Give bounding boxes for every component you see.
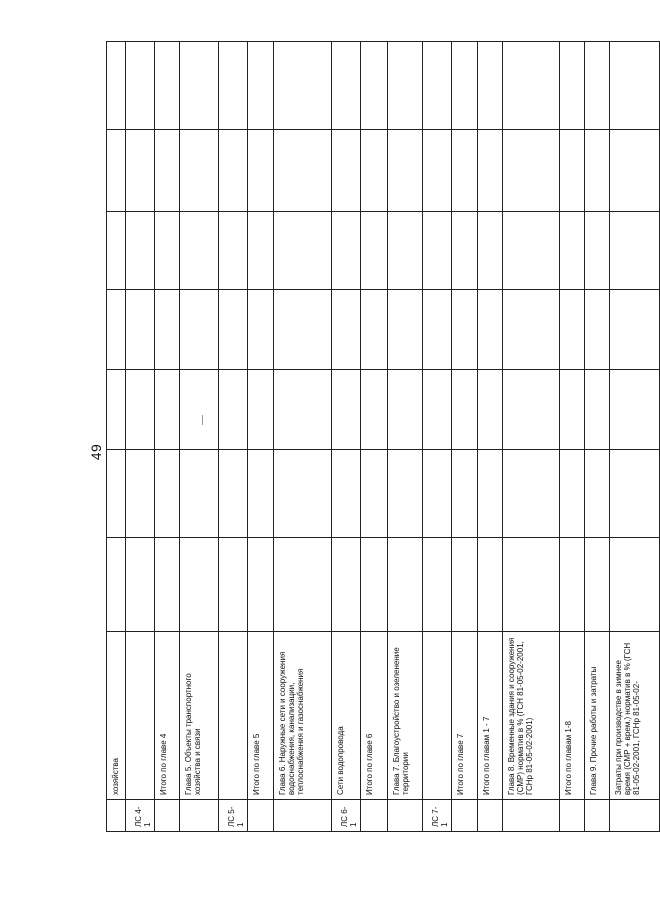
empty-cell <box>248 130 274 212</box>
empty-cell <box>452 538 478 632</box>
empty-cell <box>388 42 423 130</box>
empty-cell <box>478 212 503 290</box>
table-row <box>585 42 610 832</box>
empty-cell <box>274 538 332 632</box>
empty-cell <box>361 212 388 290</box>
empty-cell <box>180 42 219 130</box>
empty-cell <box>332 42 361 130</box>
scan-mark <box>202 415 203 425</box>
empty-cell <box>248 538 274 632</box>
empty-cell <box>107 42 126 130</box>
empty-cell <box>388 370 423 450</box>
empty-cell <box>452 370 478 450</box>
empty-cell <box>219 212 248 290</box>
empty-cell <box>107 450 126 538</box>
empty-cell <box>560 42 585 130</box>
table-body <box>107 42 660 832</box>
empty-cell <box>274 42 332 130</box>
empty-cell <box>388 212 423 290</box>
row-code: ЛС 4-1 <box>126 800 155 832</box>
row-name: Итого по главе 5 <box>248 632 274 800</box>
table-row <box>610 42 660 832</box>
row-name: Итого по главам 1-8 <box>560 632 585 800</box>
empty-cell <box>560 290 585 370</box>
empty-cell <box>332 130 361 212</box>
empty-cell <box>585 538 610 632</box>
row-code <box>107 800 126 832</box>
empty-cell <box>388 450 423 538</box>
page-number: 49 <box>88 443 104 461</box>
table-row <box>478 42 503 832</box>
row-code <box>155 800 180 832</box>
empty-cell <box>248 370 274 450</box>
row-code <box>388 800 423 832</box>
empty-cell <box>610 370 660 450</box>
row-code <box>180 800 219 832</box>
empty-cell <box>107 290 126 370</box>
empty-cell <box>361 450 388 538</box>
row-name: Затраты при производстве в зимнее время (СМР + врем.) норматив в % (ГСН 81-05-02-2001, ГСНр 81-05-02- <box>610 632 660 800</box>
empty-cell <box>423 450 452 538</box>
row-name: Итого по главам 1 - 7 <box>478 632 503 800</box>
empty-cell <box>585 450 610 538</box>
empty-cell <box>126 370 155 450</box>
row-name <box>219 632 248 800</box>
row-code <box>361 800 388 832</box>
empty-cell <box>423 538 452 632</box>
empty-cell <box>361 290 388 370</box>
table-row <box>155 42 180 832</box>
empty-cell <box>155 42 180 130</box>
empty-cell <box>248 290 274 370</box>
empty-cell <box>585 42 610 130</box>
empty-cell <box>585 370 610 450</box>
empty-cell <box>155 370 180 450</box>
estimate-table <box>106 41 660 832</box>
empty-cell <box>180 212 219 290</box>
table-row <box>361 42 388 832</box>
empty-cell <box>478 450 503 538</box>
empty-cell <box>452 450 478 538</box>
empty-cell <box>610 450 660 538</box>
row-name: Глава 5. Объекты транспортного хозяйства и связи <box>180 632 219 800</box>
empty-cell <box>610 42 660 130</box>
empty-cell <box>610 538 660 632</box>
table-row <box>107 42 126 832</box>
empty-cell <box>503 538 560 632</box>
empty-cell <box>423 130 452 212</box>
empty-cell <box>478 130 503 212</box>
row-name: Сети водопровода <box>332 632 361 800</box>
row-code <box>503 800 560 832</box>
empty-cell <box>219 42 248 130</box>
empty-cell <box>155 538 180 632</box>
empty-cell <box>180 370 219 450</box>
empty-cell <box>503 212 560 290</box>
empty-cell <box>126 290 155 370</box>
empty-cell <box>180 290 219 370</box>
empty-cell <box>423 370 452 450</box>
empty-cell <box>503 290 560 370</box>
row-code <box>478 800 503 832</box>
empty-cell <box>332 290 361 370</box>
row-name: Глава 9. Прочие работы и затраты <box>585 632 610 800</box>
empty-cell <box>126 450 155 538</box>
empty-cell <box>452 290 478 370</box>
row-name: Глава 6. Наружные сети и сооружения водоснабжения, канализации, теплоснабжения и газоснабжения <box>274 632 332 800</box>
empty-cell <box>248 212 274 290</box>
row-code: ЛС 5-1 <box>219 800 248 832</box>
empty-cell <box>107 212 126 290</box>
empty-cell <box>388 290 423 370</box>
table-row <box>452 42 478 832</box>
row-code: ЛС 7-1 <box>423 800 452 832</box>
row-name: хозяйства <box>107 632 126 800</box>
empty-cell <box>155 212 180 290</box>
row-name <box>423 632 452 800</box>
row-code <box>560 800 585 832</box>
table-row <box>560 42 585 832</box>
empty-cell <box>361 130 388 212</box>
row-name: Глава 8. Временные здания и сооружения (СМР) норматив в % (ГСН 81-05-02-2001, ГСНр 81-05-02-2001) <box>503 632 560 800</box>
rotated-page-content <box>82 42 641 832</box>
empty-cell <box>274 130 332 212</box>
row-code <box>248 800 274 832</box>
empty-cell <box>248 42 274 130</box>
empty-cell <box>560 450 585 538</box>
empty-cell <box>219 290 248 370</box>
empty-cell <box>219 130 248 212</box>
empty-cell <box>107 130 126 212</box>
empty-cell <box>219 370 248 450</box>
empty-cell <box>423 42 452 130</box>
empty-cell <box>452 130 478 212</box>
empty-cell <box>560 130 585 212</box>
table-row <box>180 42 219 832</box>
empty-cell <box>585 290 610 370</box>
empty-cell <box>361 370 388 450</box>
table-row <box>219 42 248 832</box>
empty-cell <box>610 212 660 290</box>
row-name: Итого по главе 6 <box>361 632 388 800</box>
empty-cell <box>155 130 180 212</box>
empty-cell <box>126 212 155 290</box>
table-row <box>388 42 423 832</box>
empty-cell <box>332 212 361 290</box>
empty-cell <box>452 212 478 290</box>
empty-cell <box>332 370 361 450</box>
table-row <box>274 42 332 832</box>
empty-cell <box>503 370 560 450</box>
empty-cell <box>478 290 503 370</box>
empty-cell <box>560 212 585 290</box>
empty-cell <box>361 538 388 632</box>
empty-cell <box>274 212 332 290</box>
empty-cell <box>274 370 332 450</box>
row-code <box>610 800 660 832</box>
empty-cell <box>610 130 660 212</box>
row-name <box>126 632 155 800</box>
empty-cell <box>478 370 503 450</box>
table-row <box>423 42 452 832</box>
empty-cell <box>585 212 610 290</box>
table-row <box>248 42 274 832</box>
empty-cell <box>107 538 126 632</box>
empty-cell <box>388 130 423 212</box>
empty-cell <box>478 538 503 632</box>
empty-cell <box>180 130 219 212</box>
empty-cell <box>560 370 585 450</box>
row-code <box>452 800 478 832</box>
empty-cell <box>155 290 180 370</box>
empty-cell <box>388 538 423 632</box>
empty-cell <box>503 130 560 212</box>
empty-cell <box>452 42 478 130</box>
empty-cell <box>274 290 332 370</box>
empty-cell <box>503 450 560 538</box>
empty-cell <box>180 538 219 632</box>
empty-cell <box>107 370 126 450</box>
table-row <box>503 42 560 832</box>
row-code: ЛС 6-1 <box>332 800 361 832</box>
empty-cell <box>155 450 180 538</box>
row-name: Итого по главе 4 <box>155 632 180 800</box>
empty-cell <box>332 538 361 632</box>
empty-cell <box>219 450 248 538</box>
empty-cell <box>126 42 155 130</box>
empty-cell <box>585 130 610 212</box>
empty-cell <box>180 450 219 538</box>
empty-cell <box>248 450 274 538</box>
empty-cell <box>560 538 585 632</box>
row-code <box>274 800 332 832</box>
empty-cell <box>126 538 155 632</box>
empty-cell <box>274 450 332 538</box>
empty-cell <box>503 42 560 130</box>
row-name: Итого по главе 7 <box>452 632 478 800</box>
row-name: Глава 7. Благоустройство и озеленение территории <box>388 632 423 800</box>
row-code <box>585 800 610 832</box>
empty-cell <box>219 538 248 632</box>
empty-cell <box>361 42 388 130</box>
empty-cell <box>423 212 452 290</box>
empty-cell <box>478 42 503 130</box>
table-row <box>126 42 155 832</box>
empty-cell <box>126 130 155 212</box>
empty-cell <box>332 450 361 538</box>
empty-cell <box>423 290 452 370</box>
empty-cell <box>610 290 660 370</box>
table-row <box>332 42 361 832</box>
